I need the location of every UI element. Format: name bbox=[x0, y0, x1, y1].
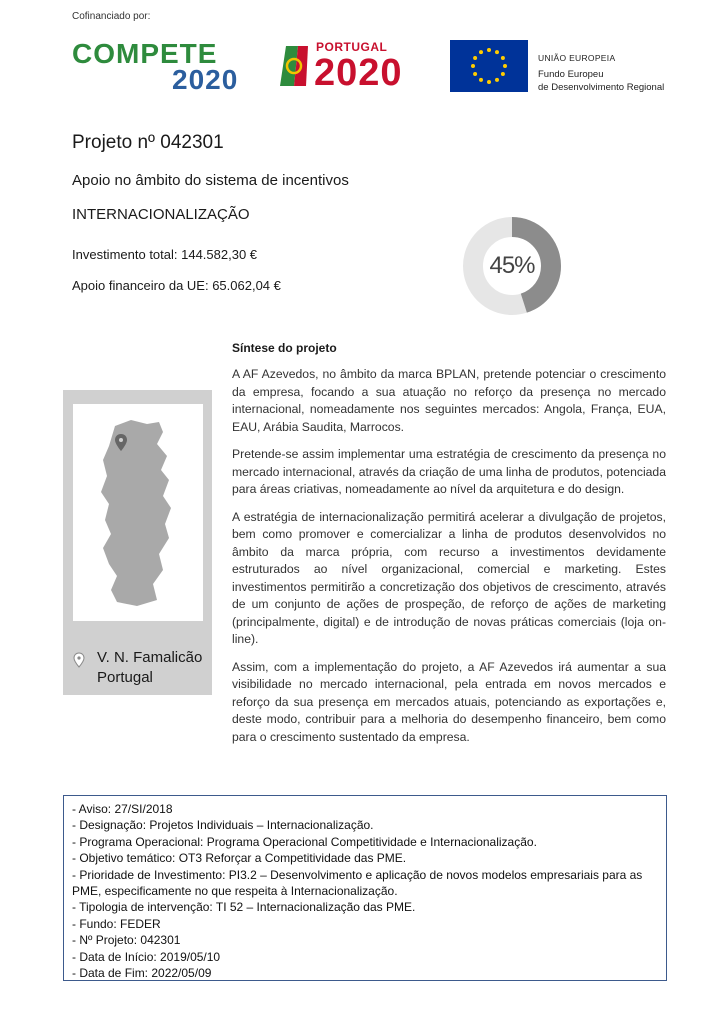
portugal-map-icon bbox=[73, 404, 203, 621]
total-investment: Investimento total: 144.582,30 € bbox=[72, 247, 258, 262]
info-fundo: - Fundo: FEDER bbox=[72, 916, 161, 931]
location-country: Portugal bbox=[97, 669, 153, 686]
eu-flag-icon bbox=[450, 40, 528, 92]
portugal-2020-logo bbox=[276, 38, 436, 94]
compete-logo-word: COMPETE bbox=[72, 38, 218, 69]
info-tipologia: - Tipologia de intervenção: TI 52 – Internacionalização das PME. bbox=[72, 900, 416, 915]
progress-percent-label: 45% bbox=[489, 252, 535, 279]
synopsis-paragraph: Assim, com a implementação do projeto, a AF Azevedos irá aumentar a sua visibilidade no mercado internacional, pela entrada em novos mercados e reforço da sua presença em mercados atuais, potenciando as exportações e, deste modo, contribuir para a melhoria do desempenho financeiro, bem como para o crescimento sustentado da empresa. bbox=[232, 659, 666, 744]
project-support-subtitle: Apoio no âmbito do sistema de incentivos bbox=[72, 172, 349, 189]
synopsis-paragraph: A AF Azevedos, no âmbito da marca BPLAN, pretende potenciar o crescimento da empresa, focando a sua atuação no reforço da presença no mercado internacional, nomeadamente nos seguintes mercados: Angola, França, EUA, EAU, Arábia Saudita, Marrocos. bbox=[232, 367, 666, 434]
info-prioridade: - Prioridade de Investimento: PI3.2 – Desenvolvimento e aplicação de novos modelos empresariais para as PME, especificamente no que respeita à Internacionalização. bbox=[72, 867, 643, 899]
info-objetivo: - Objetivo temático: OT3 Reforçar a Competitividade das PME. bbox=[72, 851, 407, 866]
eu-financial-support: Apoio financeiro da UE: 65.062,04 € bbox=[72, 278, 281, 293]
synopsis-title: Síntese do projeto bbox=[232, 341, 337, 355]
synopsis-paragraph: A estratégia de internacionalização permitirá acelerar a divulgação de projetos, bem como promover e comercializar a linha de produtos desenvolvidos no âmbito da marca própria, com recurso a investimentos devidamente estruturados ao nível organizacional, comercial e marketing. Estes investimentos permitirão a concretização dos objetivos de crescimento, através de um conjunto de ações de prospeção, de reforço de ações de marketing (principalmente, digital) e de introdução de novas práticas comerciais (loja on-line). bbox=[232, 509, 666, 646]
fund-label-line1: Fundo Europeu bbox=[538, 69, 604, 80]
info-programa: - Programa Operacional: Programa Operacional Competitividade e Internacionalização. bbox=[72, 834, 537, 849]
synopsis-body bbox=[232, 366, 666, 756]
info-data-inicio: - Data de Início: 2019/05/10 bbox=[72, 949, 221, 964]
compete-2020-logo bbox=[72, 38, 252, 94]
fund-label-line2: de Desenvolvimento Regional bbox=[538, 82, 665, 93]
info-data-fim: - Data de Fim: 2022/05/09 bbox=[72, 966, 212, 981]
portugal-logo-word: PORTUGAL bbox=[316, 40, 388, 54]
portugal-flag-icon bbox=[276, 42, 310, 88]
project-title: Projeto nº 042301 bbox=[72, 132, 224, 153]
project-info-box bbox=[63, 795, 667, 981]
project-type: INTERNACIONALIZAÇÃO bbox=[72, 206, 250, 223]
synopsis-paragraph: Pretende-se assim implementar uma estratégia de crescimento da presença no mercado internacional, através da criação de uma linha de produtos, potenciada para áreas criativas, nomeadamente ao nível da arquitetura e do design. bbox=[232, 447, 666, 496]
location-marker-icon bbox=[73, 652, 85, 668]
location-text bbox=[97, 648, 202, 688]
location-city: V. N. Famalicão bbox=[97, 649, 203, 666]
compete-logo-year: 2020 bbox=[172, 64, 239, 95]
info-designacao: - Designação: Projetos Individuais – Internacionalização. bbox=[72, 818, 374, 833]
info-aviso: - Aviso: 27/SI/2018 bbox=[72, 802, 173, 816]
location-panel bbox=[63, 390, 212, 695]
info-numero: - Nº Projeto: 042301 bbox=[72, 933, 181, 948]
portugal-logo-year: 2020 bbox=[314, 52, 403, 94]
eu-fund-text bbox=[538, 52, 664, 94]
eu-label: UNIÃO EUROPEIA bbox=[538, 53, 616, 63]
cofinanciado-label: Cofinanciado por: bbox=[72, 11, 151, 22]
map-frame bbox=[73, 404, 203, 621]
